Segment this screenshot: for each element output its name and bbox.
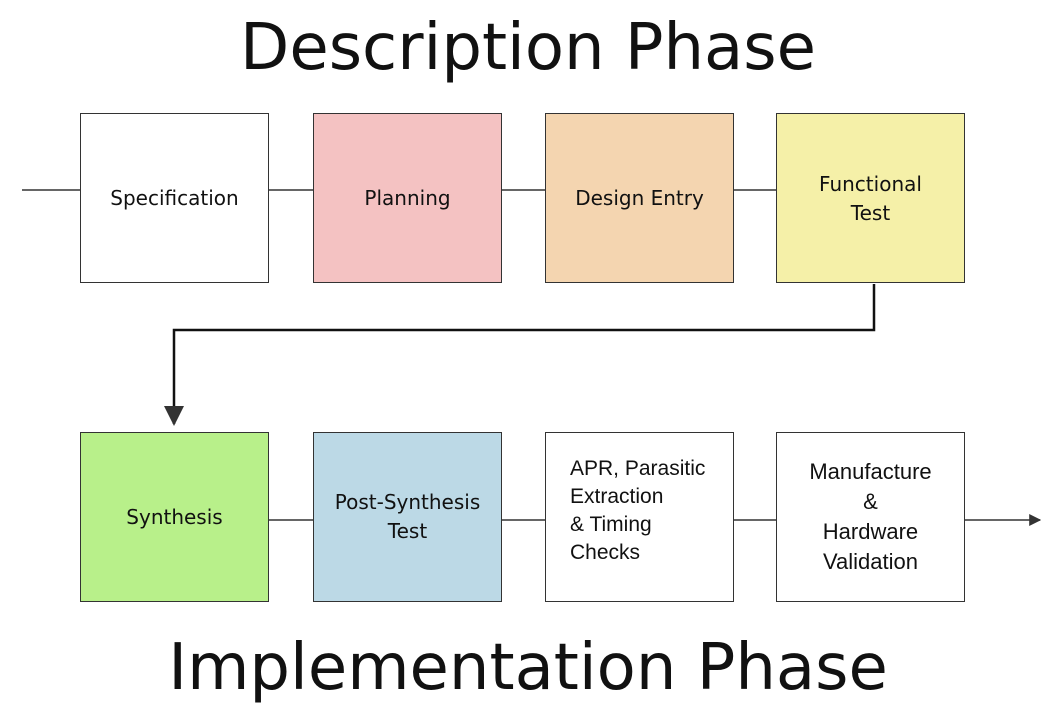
stage-label: Specification bbox=[110, 185, 239, 210]
stage-label: Functional Test bbox=[819, 172, 922, 225]
stage-functional-test bbox=[776, 113, 965, 283]
stage-label: Design Entry bbox=[575, 185, 704, 210]
implementation-phase-title: Implementation Phase bbox=[168, 631, 888, 705]
stage-specification bbox=[80, 113, 269, 283]
stage-label: Manufacture & Hardware Validation bbox=[809, 459, 932, 574]
stage-label: Post-Synthesis Test bbox=[334, 490, 481, 543]
stage-post-synthesis-test bbox=[313, 432, 502, 602]
phase-transition-arrow bbox=[174, 284, 874, 424]
stage-manufacture-validation bbox=[776, 432, 965, 602]
description-phase-title: Description Phase bbox=[240, 11, 816, 85]
stage-synthesis bbox=[80, 432, 269, 602]
stage-planning bbox=[313, 113, 502, 283]
stage-label: Synthesis bbox=[126, 504, 223, 529]
stage-apr-parasitic-extraction bbox=[545, 432, 734, 602]
stage-label: APR, Parasitic Extraction & Timing Checks bbox=[570, 457, 706, 564]
stage-label: Planning bbox=[364, 185, 451, 210]
stage-design-entry bbox=[545, 113, 734, 283]
